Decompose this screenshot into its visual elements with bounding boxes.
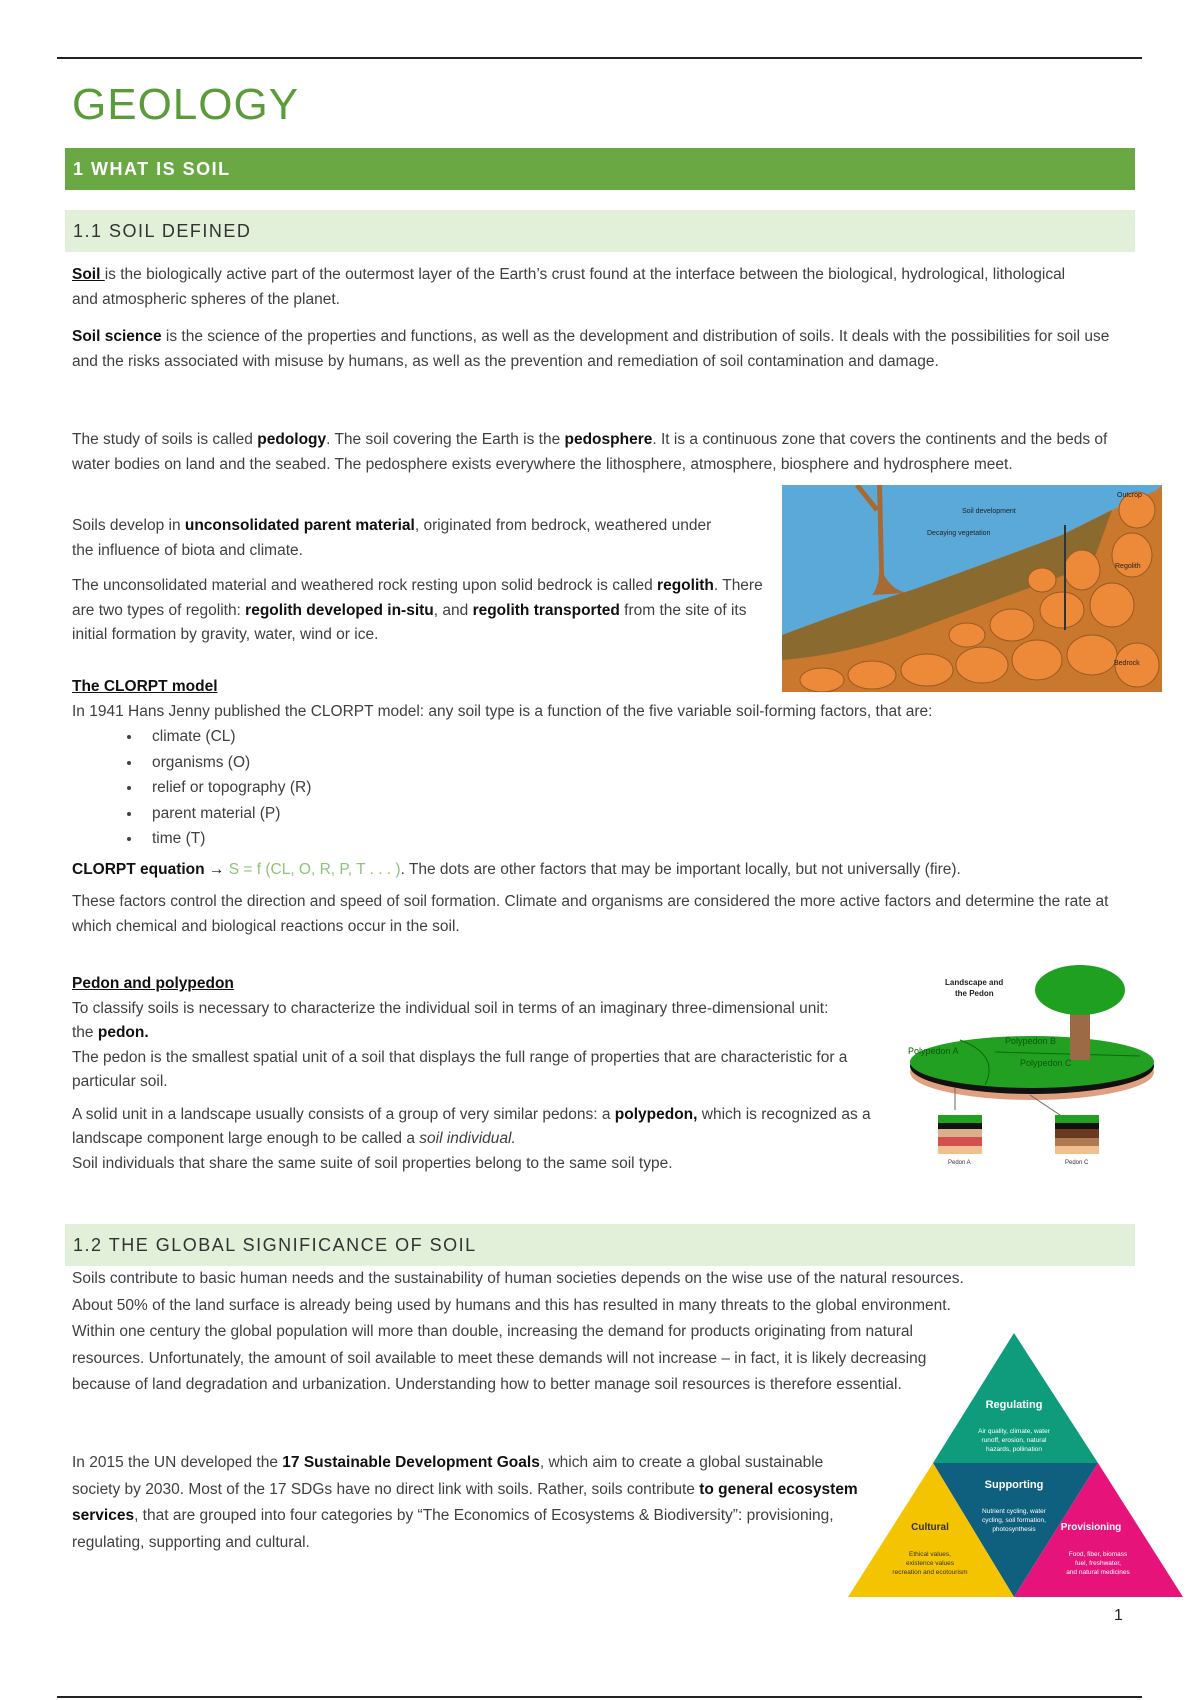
term: 17 Sustainable Development Goals — [282, 1454, 540, 1471]
text: In 2015 the UN developed the — [72, 1454, 283, 1471]
clorpt-after: These factors control the direction and speed of soil formation. Climate and organisms are considered the more active factors and determine the rate at which chemical and biological reactions occur in the soil. — [72, 893, 1109, 935]
text: is the science of the properties and functions, as well as the development and distribution of soils. It deals with the possibilities for soil use and the risks associated with misuse by humans, as well as the prevention and remediation of soil contamination and damage. — [72, 328, 1110, 370]
heading-1-2: 1.2 THE GLOBAL SIGNIFICANCE OF SOIL — [65, 1224, 1135, 1266]
factor-item: • relief or topography (R) — [142, 775, 1152, 801]
supporting-desc: cycling, soil formation, — [982, 1517, 1046, 1524]
label-decaying-vegetation: Decaying vegetation — [927, 530, 991, 537]
text: , originated from bedrock, weathered under the influence of biota and climate. — [72, 517, 712, 559]
text: is the biologically active part of the outermost layer of the Earth’s crust found at the interface between the biological, hydrological, lithological and atmospheric spheres of the planet. — [72, 266, 1066, 308]
provisioning-desc: Food, fiber, biomass — [1068, 1551, 1128, 1558]
term: to general ecosystem services — [72, 1480, 858, 1524]
label-pedon-a: Pedon A — [948, 1160, 971, 1166]
pedon-a-column — [938, 1115, 982, 1154]
factor-item: • time (T) — [142, 826, 1152, 852]
pedon-p2: The pedon is the smallest spatial unit of a soil that displays the full range of properties that are characteristic for a particular soil. — [72, 1048, 848, 1090]
top-rule — [57, 57, 1142, 59]
regulating-desc: hazards, pollination — [985, 1446, 1043, 1453]
term: regolith — [657, 577, 714, 594]
figure-title-line1: Landscape and — [945, 978, 1004, 987]
pedology-paragraph — [72, 428, 1137, 477]
pedon-heading: Pedon and polypedon — [72, 975, 234, 992]
text: . There are two types of regolith: — [72, 577, 763, 619]
soil-definition — [72, 263, 1072, 312]
soil-profile-illustration — [782, 485, 1162, 692]
figure-title-line2: the Pedon — [955, 989, 994, 998]
label-outcrop: Outcrop — [1117, 492, 1142, 499]
term: regolith transported — [472, 601, 620, 619]
regulating-desc: Air quality, climate, water — [978, 1428, 1050, 1435]
text: , which aim to create a global sustainable society by 2030. Most of the 17 SDGs have no direct link with soils. Rather, soils contribute — [72, 1454, 824, 1498]
text: To classify soils is necessary to characterize the individual soil in terms of an imaginary three-dimensional unit: the — [72, 999, 829, 1041]
heading-1: 1 WHAT IS SOIL — [65, 148, 1135, 190]
text: which is recognized as a landscape component large enough to be called a — [72, 1105, 871, 1147]
clorpt-section — [72, 675, 1152, 939]
equation: S = f (CL, O, R, P, T . . . ) — [224, 860, 401, 878]
label-polypedon-a: Polypedon A — [908, 1046, 959, 1056]
ecosystem-services-pyramid — [848, 1333, 1183, 1598]
label-regolith: Regolith — [1115, 563, 1141, 570]
term: pedology — [257, 431, 327, 448]
regulating-desc: runoff, erosion, natural — [981, 1437, 1047, 1444]
provisioning-desc: fuel, freshwater, — [1075, 1560, 1121, 1567]
label-pedon-c: Pedon C — [1065, 1160, 1089, 1166]
sdg-paragraph — [72, 1450, 862, 1556]
regulating-label: Regulating — [985, 1399, 1043, 1411]
pedon-illustration — [900, 960, 1165, 1170]
factor-item: • climate (CL) — [142, 724, 1152, 750]
clorpt-factor-list — [72, 724, 1152, 852]
cultural-desc: existence values — [905, 1560, 955, 1567]
label-polypedon-b: Polypedon B — [1005, 1036, 1057, 1046]
provisioning-desc: and natural medicines — [1066, 1569, 1130, 1576]
text: , and — [433, 601, 473, 619]
text: A solid unit in a landscape usually consists of a group of very similar pedons: a — [72, 1105, 615, 1123]
parent-material-paragraph — [72, 514, 712, 563]
term: soil individual. — [419, 1130, 516, 1147]
term: regolith developed in-situ — [245, 601, 434, 619]
pedon-c-column — [1055, 1115, 1099, 1154]
text: Soils develop in — [72, 517, 185, 534]
arrow-right-icon: → — [208, 860, 225, 878]
clorpt-equation — [72, 858, 1152, 883]
cultural-desc: Ethical values, — [909, 1551, 951, 1558]
clorpt-intro: In 1941 Hans Jenny published the CLORPT model: any soil type is a function of the five variable soil-forming factors, that are: — [72, 702, 933, 720]
page-number: 1 — [1114, 1607, 1123, 1624]
term: polypedon, — [614, 1105, 698, 1123]
factor-item: • organisms (O) — [142, 750, 1152, 776]
text: . It is a continuous zone that covers the continents and the beds of water bodies on land and the seabed. The pedosphere exists everywhere the lithosphere, atmosphere, biosphere and hydrosphere meet. — [72, 431, 1108, 473]
factor-item: • parent material (P) — [142, 801, 1152, 827]
text: . The soil covering the Earth is the — [326, 431, 565, 448]
term: pedon. — [97, 1024, 149, 1041]
cultural-label: Cultural — [911, 1522, 949, 1533]
regolith-paragraph — [72, 574, 772, 648]
cultural-desc: recreation and ecotourism — [892, 1569, 968, 1576]
supporting-desc: photosynthesis — [992, 1526, 1036, 1533]
clorpt-heading: The CLORPT model — [72, 678, 218, 695]
pedon-section — [72, 972, 872, 1176]
term: pedosphere — [564, 431, 653, 448]
supporting-label: Supporting — [984, 1479, 1044, 1491]
text: , that are grouped into four categories by “The Economics of Ecosystems & Biodiversity”: provisioning, regulating, supporting and cultural. — [72, 1507, 834, 1551]
label-soil-development: Soil development — [962, 508, 1016, 515]
term-soil: Soil — [72, 266, 105, 283]
text: . The dots are other factors that may be important locally, but not universally (fire). — [400, 860, 961, 878]
term: unconsolidated parent material — [184, 517, 415, 534]
heading-1-1: 1.1 SOIL DEFINED — [65, 210, 1135, 252]
label-bedrock: Bedrock — [1114, 660, 1140, 667]
text: The unconsolidated material and weathered rock resting upon solid bedrock is called — [72, 577, 658, 594]
pedon-p4: Soil individuals that share the same suite of soil properties belong to the same soil type. — [72, 1154, 673, 1172]
text: from the site of its initial formation by gravity, water, wind or ice. — [72, 601, 747, 643]
label-polypedon-c: Polypedon C — [1020, 1058, 1072, 1068]
pedon-p1 — [72, 997, 832, 1046]
soil-science-definition — [72, 325, 1122, 374]
supporting-desc: Nutrient cycling, water — [982, 1508, 1046, 1515]
bottom-rule — [57, 1696, 1142, 1698]
term-soil-science: Soil science — [72, 328, 162, 345]
provisioning-label: Provisioning — [1060, 1522, 1122, 1533]
text: Soils contribute to basic human needs and the sustainability of human societies depends on the wise use of the natural resources. About 50% of the land surface is already being used by humans and this has resulted in many threats to the global environment. Within one century the global population will more than double, increasing the demand for products originating from natural resources. Unfortunately, the amount of soil available to meet these demands will not increase – in fact, it is likely decreasing because of land degradation and urbanization. Understanding how to better manage soil resources is therefore essential. — [72, 1270, 964, 1393]
pedon-p3 — [72, 1103, 872, 1152]
page-title: GEOLOGY — [72, 80, 300, 129]
text: The study of soils is called — [72, 431, 258, 448]
equation-label: CLORPT equation — [72, 860, 209, 878]
